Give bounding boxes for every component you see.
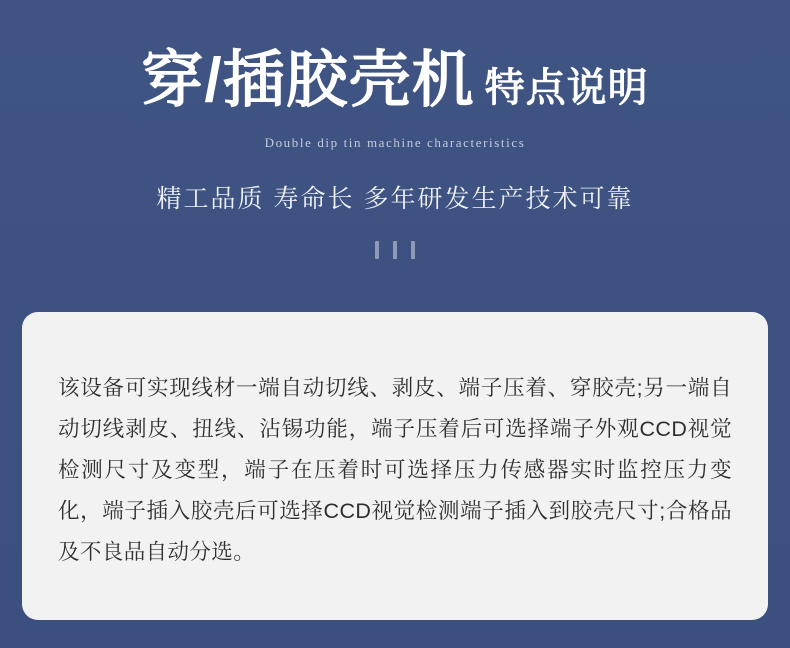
description-card: [22, 312, 768, 620]
divider-mark-1: [375, 241, 379, 259]
title-main-text: 穿/插胶壳机: [141, 46, 475, 115]
tagline-text: 精工品质 寿命长 多年研发生产技术可靠: [156, 185, 634, 214]
divider-mark-2: [393, 241, 397, 259]
description-body-text: 该设备可实现线材一端自动切线、剥皮、端子压着、穿胶壳;另一端自动切线剥皮、扭线、沾锡功能，端子压着后可选择端子外观CCD视觉检测尺寸及变型，端子在压着时可选择压力传感器实时监控压力变化，端子插入胶壳后可选择CCD视觉检测端子插入到胶壳尺寸;合格品及不良品自动分选。: [58, 375, 732, 564]
header-section: [0, 0, 790, 259]
page-title: [0, 48, 790, 113]
divider-mark-3: [411, 241, 415, 259]
divider-marks-icon: [375, 241, 415, 259]
title-english-subtitle: Double dip tin machine characteristics: [264, 135, 526, 151]
title-sub-text: 特点说明: [484, 66, 649, 110]
